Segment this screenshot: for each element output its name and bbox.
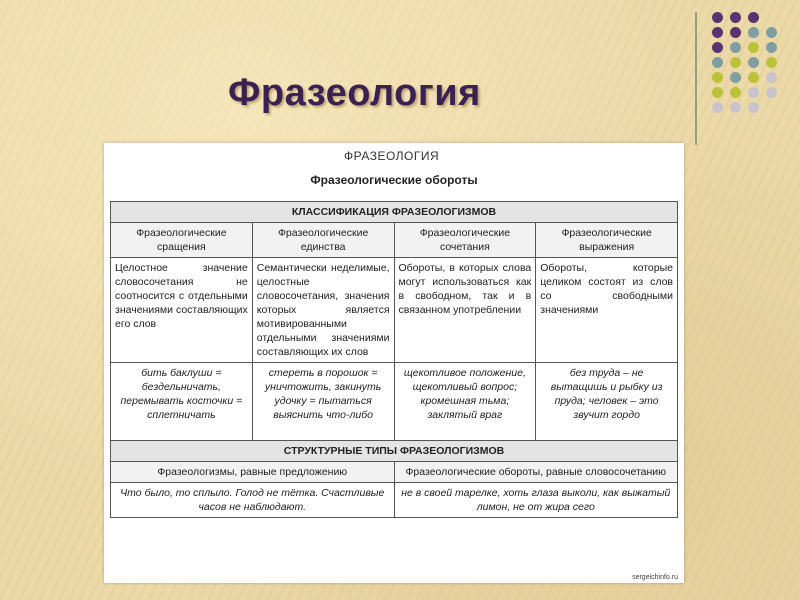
decorative-dot <box>730 72 741 83</box>
definition-cell: Семантически неделимые, целостные словосочетания, значения которых является мотивированными отдельными значениями составляющих их слов <box>252 258 394 363</box>
decorative-dot <box>712 42 723 53</box>
structure-example-cell: не в своей тарелке, хоть глаза выколи, как выжатый лимон, не от жира сего <box>394 483 678 518</box>
decorative-dot <box>748 12 759 23</box>
structure-column-header: Фразеологические обороты, равные словосочетанию <box>394 462 678 483</box>
definition-cell: Целостное значение словосочетания не соотносится с отдельными значениями составляющих его слов <box>111 258 253 363</box>
decorative-dot <box>730 57 741 68</box>
decorative-dot <box>712 27 723 38</box>
source-site: sergeichinfo.ru <box>632 574 678 581</box>
column-header: Фразеологические выражения <box>536 223 678 258</box>
example-cell: без труда – не вытащишь и рыбку из пруда; человек – это звучит гордо <box>536 363 678 441</box>
decorative-dots <box>712 12 792 124</box>
decorative-dot <box>766 57 777 68</box>
column-header: Фразеологические единства <box>252 223 394 258</box>
decorative-dot <box>712 87 723 98</box>
decorative-dot <box>730 27 741 38</box>
structure-column-header: Фразеологизмы, равные предложению <box>111 462 395 483</box>
decorative-dot <box>712 12 723 23</box>
decorative-dot <box>766 42 777 53</box>
decorative-dot <box>748 42 759 53</box>
decorative-dot <box>730 12 741 23</box>
definition-cell: Обороты, которые целиком состоят из слов со свободными значениями <box>536 258 678 363</box>
decorative-dot <box>730 42 741 53</box>
structure-example-cell: Что было, то сплыло. Голод не тётка. Счастливые часов не наблюдают. <box>111 483 395 518</box>
decorative-dot <box>766 87 777 98</box>
classification-heading: КЛАССИФИКАЦИЯ ФРАЗЕОЛОГИЗМОВ <box>111 202 678 223</box>
decorative-dot <box>730 102 741 113</box>
example-cell: щекотливое положение, щекотливый вопрос; кромешная тьма; заклятый враг <box>394 363 536 441</box>
column-header: Фразеологические сращения <box>111 223 253 258</box>
example-cell: бить баклуши = бездельничать, перемывать косточки = сплетничать <box>111 363 253 441</box>
sheet-label: ФРАЗЕОЛОГИЯ <box>344 149 440 163</box>
structure-heading: СТРУКТУРНЫЕ ТИПЫ ФРАЗЕОЛОГИЗМОВ <box>111 441 678 462</box>
slide-title: Фразеология <box>228 72 481 114</box>
example-cell: стереть в порошок = уничтожить, закинуть удочку = пытаться выяснить что-либо <box>252 363 394 441</box>
decorative-dot <box>748 72 759 83</box>
decorative-dot <box>712 57 723 68</box>
decorative-dot <box>766 27 777 38</box>
column-header: Фразеологические сочетания <box>394 223 536 258</box>
divider-line <box>695 12 697 145</box>
decorative-dot <box>766 72 777 83</box>
decorative-dot <box>748 27 759 38</box>
decorative-dot <box>748 57 759 68</box>
decorative-dot <box>712 72 723 83</box>
phraseology-sheet <box>104 143 684 583</box>
decorative-dot <box>712 102 723 113</box>
sheet-subtitle: Фразеологические обороты <box>310 173 478 187</box>
definition-cell: Обороты, в которых слова могут использоваться как в свободном, так и в связанном употреблении <box>394 258 536 363</box>
classification-table <box>110 201 678 518</box>
decorative-dot <box>748 87 759 98</box>
decorative-dot <box>730 87 741 98</box>
decorative-dot <box>748 102 759 113</box>
